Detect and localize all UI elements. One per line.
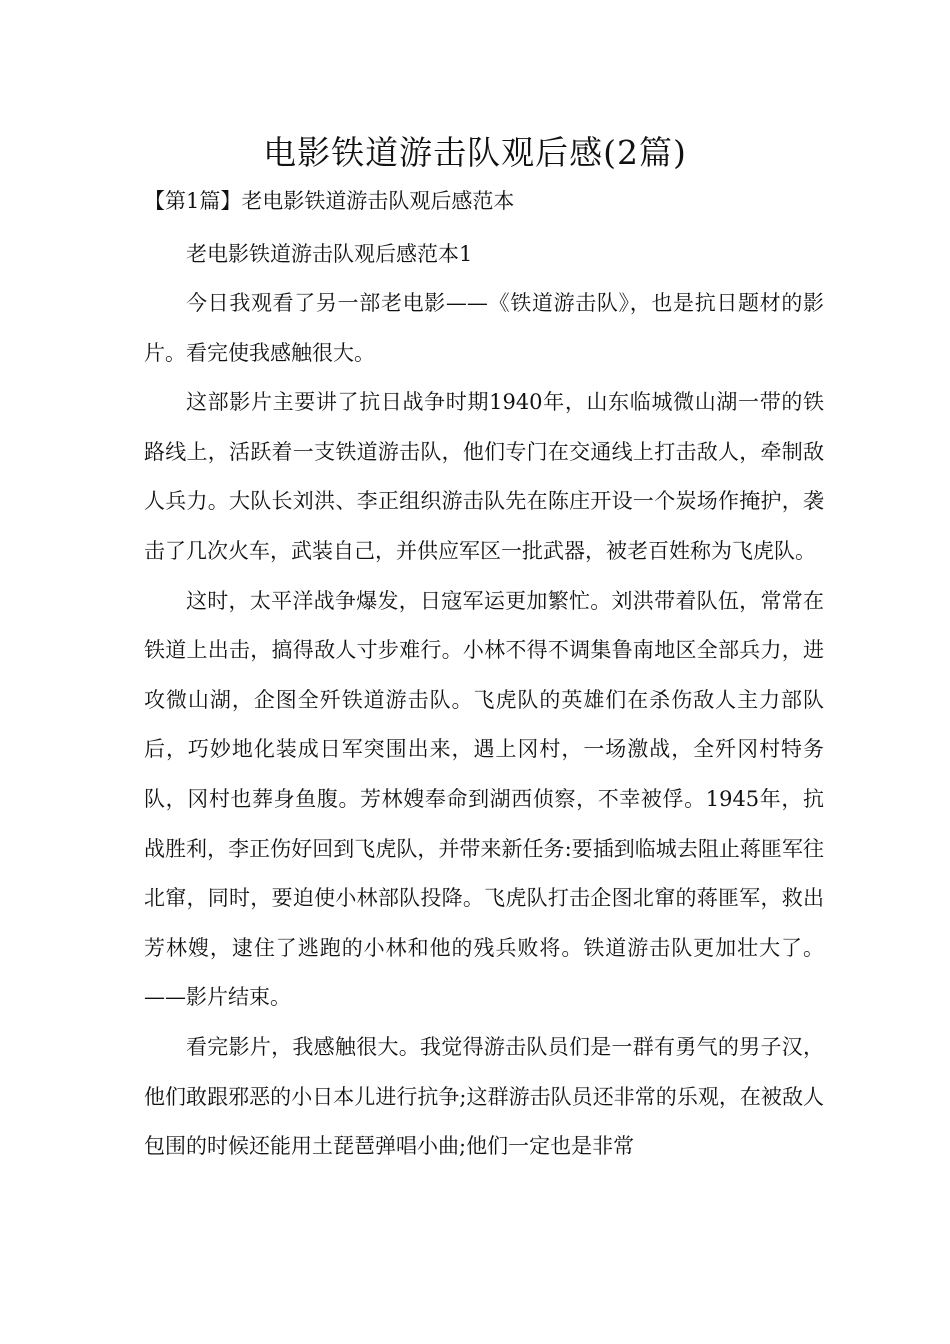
- paragraph: 这部影片主要讲了抗日战争时期1940年，山东临城微山湖一带的铁路线上，活跃着一支铁道游击队，他们专门在交通线上打击敌人，牵制敌人兵力。大队长刘洪、李正组织游击队先在陈庄开设一个炭场作掩护，袭击了几次火车，武装自己，并供应军区一批武器，被老百姓称为飞虎队。: [144, 390, 824, 563]
- document-title: 电影铁道游击队观后感(2篇): [263, 133, 687, 172]
- document-body: [144, 238, 824, 1172]
- paragraph: 今日我观看了另一部老电影——《铁道游击队》，也是抗日题材的影片。看完使我感触很大。: [144, 291, 824, 365]
- paragraph: 这时，太平洋战争爆发，日寇军运更加繁忙。刘洪带着队伍，常常在铁道上出击，搞得敌人寸步难行。小林不得不调集鲁南地区全部兵力，进攻微山湖，企图全歼铁道游击队。飞虎队的英雄们在杀伤敌人主力部队后，巧妙地化装成日军突围出来，遇上冈村，一场激战，全歼冈村特务队，冈村也葬身鱼腹。芳林嫂奉命到湖西侦察，不幸被俘。1945年，抗战胜利，李正伤好回到飞虎队，并带来新任务:要插到临城去阻止蒋匪军往北窜，同时，要迫使小林部队投降。飞虎队打击企图北窜的蒋匪军，救出芳林嫂，逮住了逃跑的小林和他的残兵败将。铁道游击队更加壮大了。——影片结束。: [144, 588, 824, 1010]
- article-subheading: 老电影铁道游击队观后感范本1: [186, 242, 473, 266]
- paragraph: 看完影片，我感触很大。我觉得游击队员们是一群有勇气的男子汉，他们敢跟邪恶的小日本儿进行抗争;这群游击队员还非常的乐观，在被敌人包围的时候还能用土琵琶弹唱小曲;他们一定也是非常: [144, 1034, 824, 1159]
- section-heading: 【第1篇】老电影铁道游击队观后感范本: [144, 189, 515, 213]
